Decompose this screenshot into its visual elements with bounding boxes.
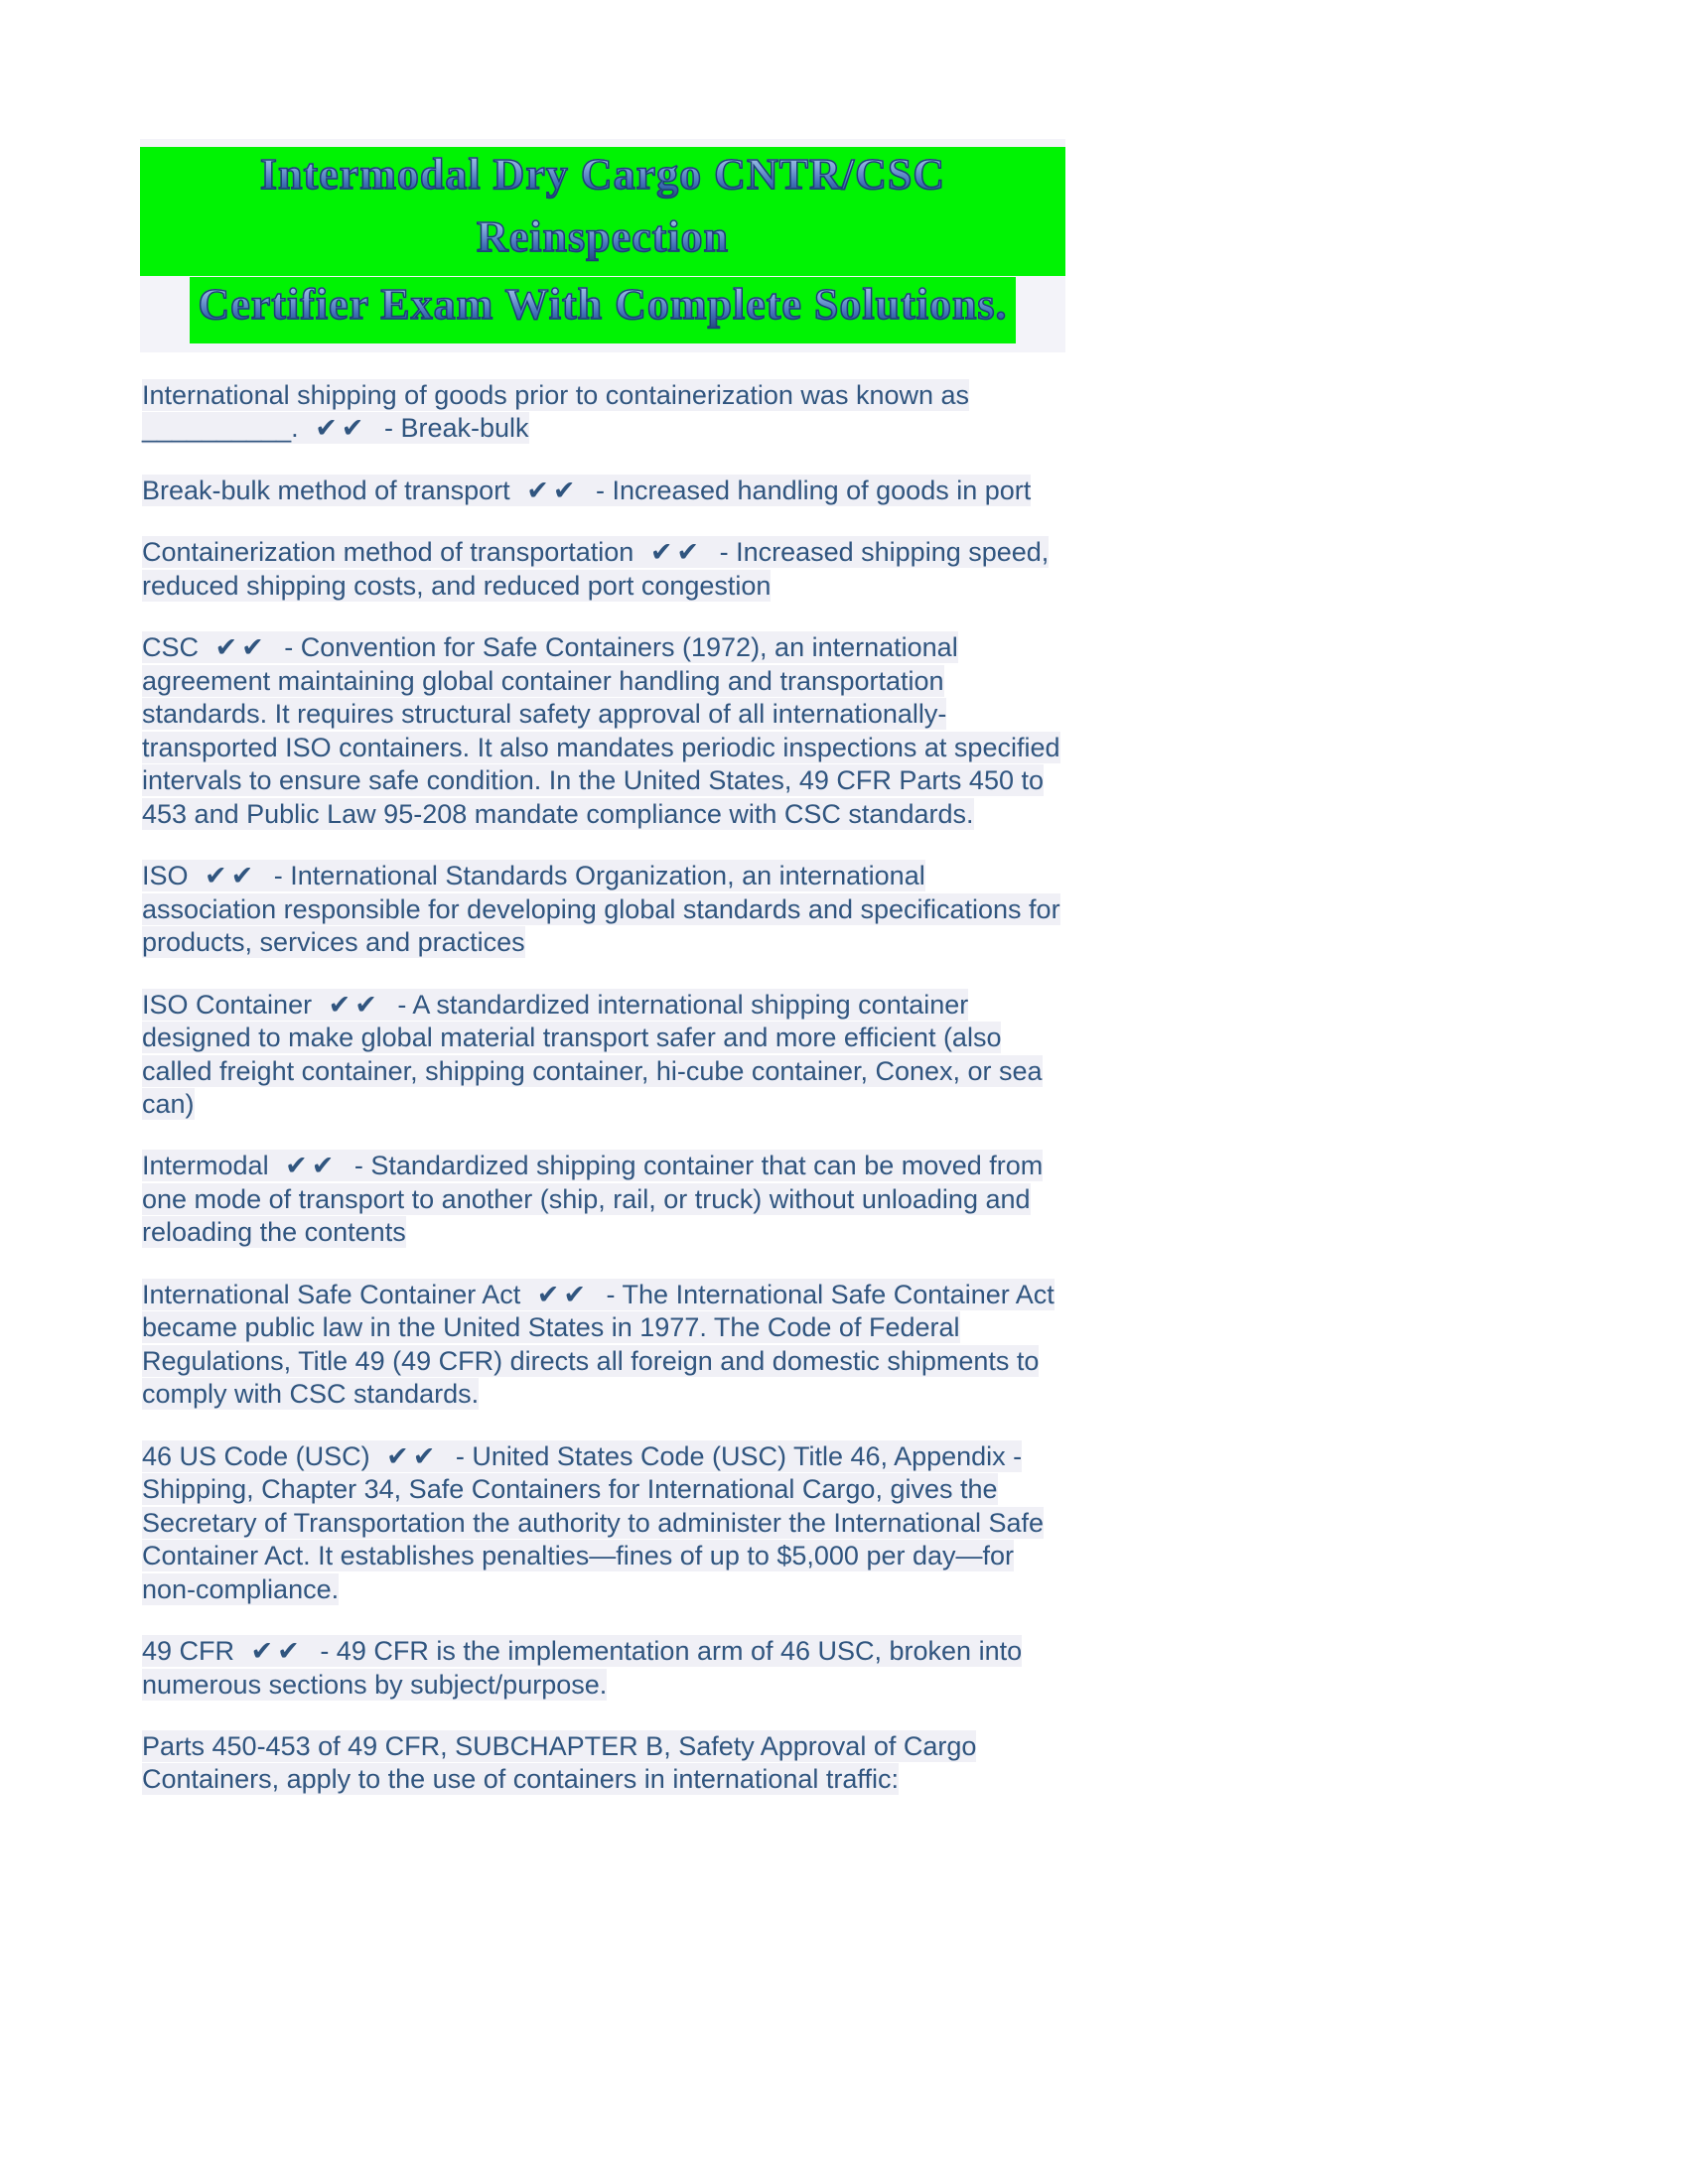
question-text: Intermodal bbox=[142, 1151, 269, 1181]
question-text: CSC bbox=[142, 632, 200, 663]
checkmarks: ✔✔ bbox=[649, 537, 704, 568]
checkmarks: ✔✔ bbox=[214, 632, 268, 663]
answer-text: - United States Code (USC) Title 46, Appendix - Shipping, Chapter 34, Safe Containers for International Cargo, gives the Secretary of Transportation the authority to administer the International Safe Container Act. It establishes penalties—fines of up to $5,000 per day—for non-compliance. bbox=[142, 1440, 1045, 1604]
highlighted-text bbox=[142, 379, 969, 444]
question-text: Break-bulk method of transport bbox=[142, 475, 510, 505]
highlighted-text bbox=[142, 475, 1031, 506]
highlighted-text bbox=[142, 1440, 1044, 1605]
checkmarks: ✔✔ bbox=[536, 1279, 591, 1309]
question-text: International Safe Container Act bbox=[142, 1279, 521, 1309]
highlighted-text bbox=[142, 860, 1060, 958]
qa-paragraph bbox=[142, 536, 1063, 603]
answer-text: - Increased handling of goods in port bbox=[595, 475, 1032, 505]
highlighted-text bbox=[142, 631, 1060, 829]
question-text: 46 US Code (USC) bbox=[142, 1440, 370, 1471]
checkmarks: ✔✔ bbox=[526, 475, 580, 505]
qa-paragraph bbox=[142, 989, 1063, 1122]
checkmarks: ✔✔ bbox=[315, 413, 368, 444]
answer-text: - Increased shipping speed, reduced shipping costs, and reduced port congestion bbox=[142, 537, 1050, 601]
highlighted-text bbox=[142, 536, 1049, 601]
question-text: International shipping of goods prior to containerization was known as __________. bbox=[142, 380, 970, 444]
question-text: ISO bbox=[142, 861, 189, 891]
question-text: Parts 450-453 of 49 CFR, SUBCHAPTER B, Safety Approval of Cargo Containers, apply to the use of containers in international traffic: bbox=[142, 1731, 977, 1795]
answer-text: - A standardized international shipping container designed to make global material transport safer and more efficient (also called freight container, shipping container, hi-cube container, Conex, or sea can) bbox=[142, 989, 1043, 1119]
document-title-text-2: Certifier Exam With Complete Solutions. bbox=[198, 280, 1008, 329]
checkmarks: ✔✔ bbox=[205, 861, 258, 891]
highlighted-text bbox=[142, 1150, 1043, 1248]
qa-paragraph bbox=[142, 631, 1063, 831]
answer-text: - Break-bulk bbox=[383, 413, 529, 444]
answer-text: - Convention for Safe Containers (1972), an international agreement maintaining global container handling and transportation standards. It requires structural safety approval of all internationally-transported ISO containers. It also mandates periodic inspections at specified intervals to ensure safe condition. In the United States, 49 CFR Parts 450 to 453 and Public Law 95-208 mandate compliance with CSC standards. bbox=[142, 632, 1060, 829]
title-banner bbox=[140, 139, 1065, 352]
highlighted-text bbox=[142, 1730, 976, 1795]
qa-paragraph bbox=[142, 1730, 1063, 1797]
document-title-text-1: Intermodal Dry Cargo CNTR/CSC Reinspection bbox=[259, 150, 946, 261]
answer-text: - The International Safe Container Act became public law in the United States in 1977. The Code of Federal Regulations, Title 49 (49 CFR) directs all foreign and domestic shipments to comply with CSC standards. bbox=[142, 1279, 1055, 1410]
highlighted-text bbox=[142, 1635, 1022, 1700]
answer-text: - International Standards Organization, an international association responsible for developing global standards and specifications for products, services and practices bbox=[142, 861, 1060, 958]
highlighted-text bbox=[142, 1279, 1055, 1410]
qa-paragraph bbox=[142, 1279, 1063, 1412]
qa-paragraph bbox=[142, 1440, 1063, 1606]
qa-paragraph bbox=[142, 1635, 1063, 1702]
checkmarks: ✔✔ bbox=[250, 1636, 304, 1667]
qa-paragraph bbox=[142, 1150, 1063, 1249]
title-line-2 bbox=[140, 277, 1065, 343]
question-text: 49 CFR bbox=[142, 1636, 235, 1667]
qa-paragraph bbox=[142, 379, 1063, 446]
question-text: ISO Container bbox=[142, 989, 313, 1020]
qa-paragraph bbox=[142, 475, 1063, 507]
checkmarks: ✔✔ bbox=[285, 1151, 339, 1181]
checkmarks: ✔✔ bbox=[386, 1440, 440, 1471]
title-highlight-1 bbox=[140, 147, 1065, 276]
title-highlight-2 bbox=[190, 277, 1015, 343]
checkmarks: ✔✔ bbox=[328, 989, 381, 1020]
qa-content bbox=[142, 379, 1063, 1797]
answer-text: - 49 CFR is the implementation arm of 46 USC, broken into numerous sections by subject/purpose. bbox=[142, 1636, 1023, 1700]
highlighted-text bbox=[142, 989, 1043, 1120]
title-line-1 bbox=[140, 147, 1065, 276]
answer-text: - Standardized shipping container that can be moved from one mode of transport to another (ship, rail, or truck) without unloading and reloading the contents bbox=[142, 1151, 1044, 1248]
question-text: Containerization method of transportation bbox=[142, 537, 634, 568]
qa-paragraph bbox=[142, 860, 1063, 959]
